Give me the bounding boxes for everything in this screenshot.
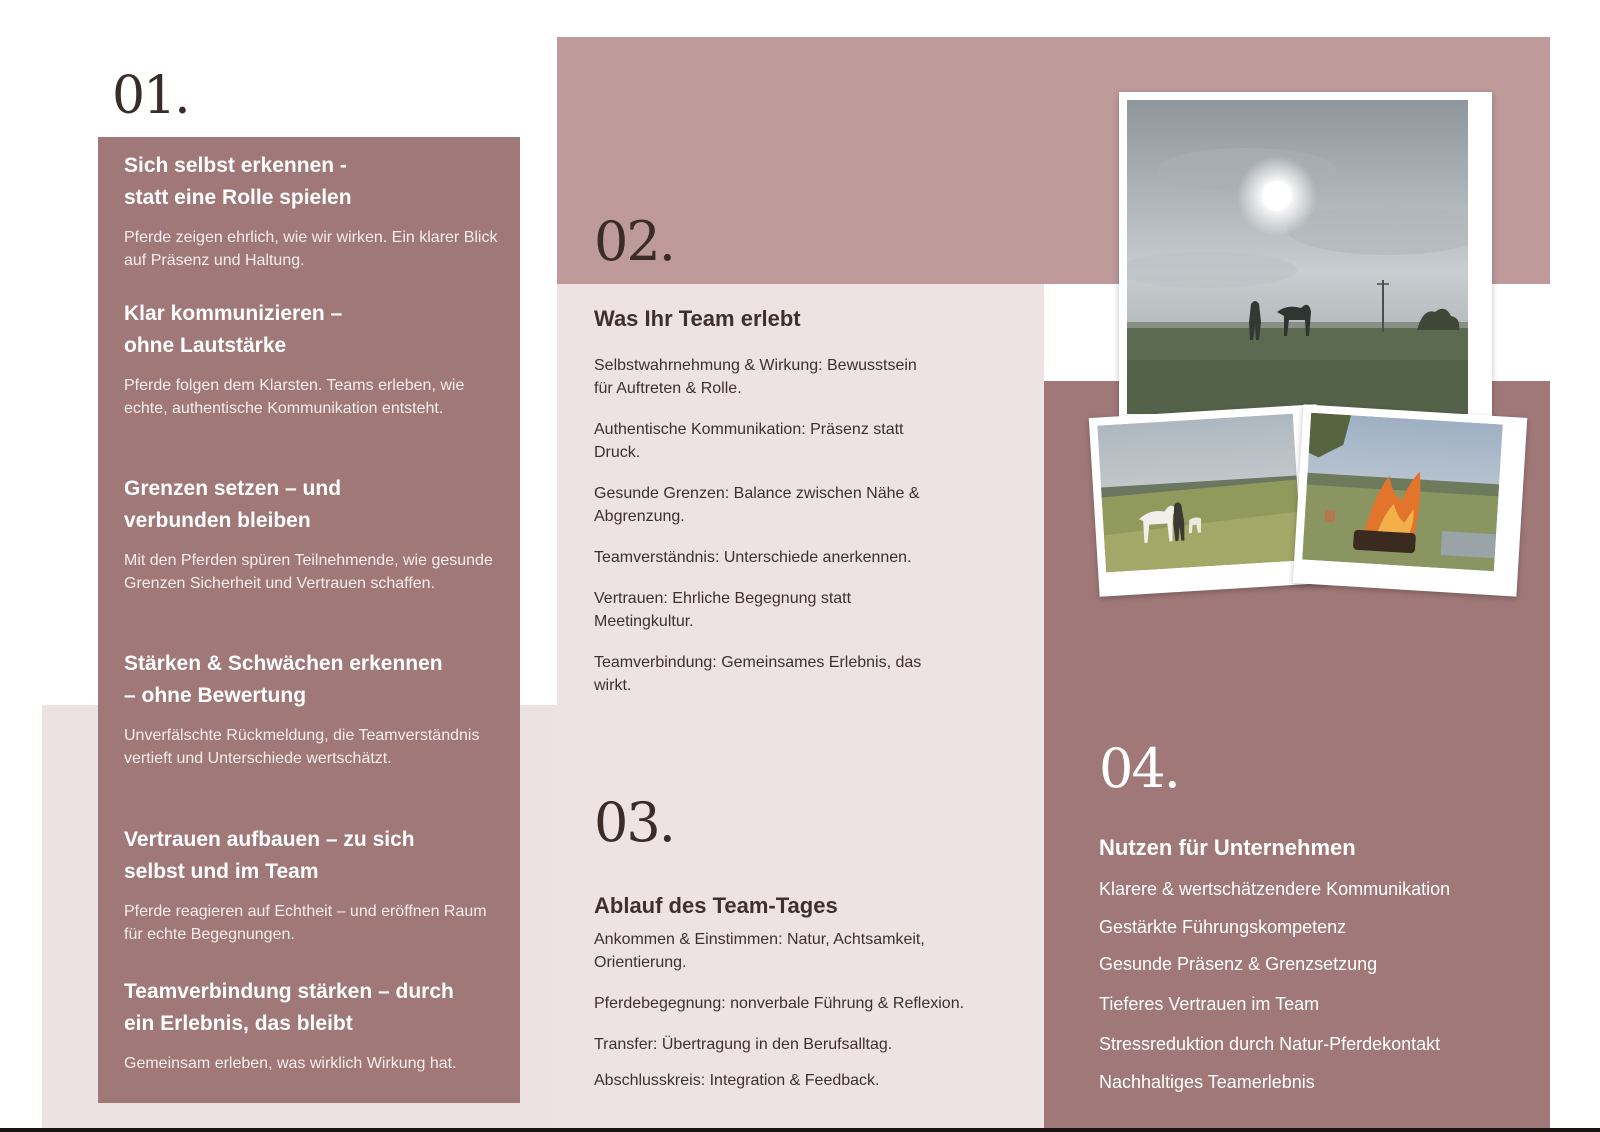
section-01-item (124, 648, 504, 824)
list-item: Nachhaltiges Teamerlebnis (1099, 1072, 1315, 1092)
item-heading: Sich selbst erkennen - statt eine Rolle spielen (124, 154, 352, 209)
item-heading: Teamverbindung stärken – durch ein Erlebnis, das bleibt (124, 980, 454, 1035)
item-heading: Grenzen setzen – und verbunden bleiben (124, 477, 342, 532)
list-item: Transfer: Übertragung in den Berufsalltag. (594, 1036, 893, 1053)
section-01-item (124, 150, 504, 298)
item-text: Pferde reagieren auf Echtheit – und eröffnen Raum für echte Begegnungen. (124, 903, 487, 943)
section-03-list (594, 928, 1014, 1092)
item-text: Pferde zeigen ehrlich, wie wir wirken. Ein klarer Blick auf Präsenz und Haltung. (124, 229, 498, 269)
list-item: Stressreduktion durch Natur-Pferdekontakt (1099, 1034, 1441, 1054)
section-number-03: 03. (594, 791, 674, 854)
section-number-02: 02. (594, 210, 674, 273)
section-01-item (124, 824, 504, 976)
list-item: Pferdebegegnung: nonverbale Führung & Reflexion. (594, 995, 965, 1012)
list-item: Authentische Kommunikation: Präsenz statt Druck. (594, 421, 904, 461)
list-item: Gesunde Grenzen: Balance zwischen Nähe & Abgrenzung. (594, 485, 920, 525)
item-heading: Klar kommunizieren – ohne Lautstärke (124, 302, 343, 357)
photo-horse-meadow-sun (1119, 92, 1492, 438)
section-04-list (1099, 876, 1519, 1095)
section-number-01: 01. (112, 66, 189, 126)
list-item: Abschlusskreis: Integration & Feedback. (594, 1072, 880, 1089)
photo-image (1302, 413, 1503, 571)
list-item: Teamverbindung: Gemeinsames Erlebnis, das wirkt. (594, 654, 922, 694)
photo-campfire (1293, 404, 1528, 596)
section-02-list (594, 354, 934, 715)
item-text: Pferde folgen dem Klarsten. Teams erleben, wie echte, authentische Kommunikation entsteht. (124, 377, 465, 417)
list-item: Vertrauen: Ehrliche Begegnung statt Meetingkultur. (594, 590, 852, 630)
list-item: Teamverständnis: Unterschiede anerkennen. (594, 549, 912, 566)
item-heading: Stärken & Schwächen erkennen – ohne Bewertung (124, 652, 443, 707)
section-02-title: Was Ihr Team erlebt (594, 306, 801, 331)
item-text: Unverfälschte Rückmeldung, die Teamverständnis vertieft und Unterschiede wertschätzt. (124, 727, 480, 767)
photo-horses-field (1089, 404, 1328, 597)
photo-image (1127, 100, 1468, 414)
item-text: Gemeinsam erleben, was wirklich Wirkung hat. (124, 1055, 457, 1072)
section-04-title: Nutzen für Unternehmen (1099, 835, 1356, 860)
photo-image (1097, 414, 1302, 573)
list-item: Gestärkte Führungskompetenz (1099, 917, 1347, 937)
list-item: Selbstwahrnehmung & Wirkung: Bewusstsein für Auftreten & Rolle. (594, 357, 917, 397)
section-01-list (124, 150, 504, 1075)
list-item: Ankommen & Einstimmen: Natur, Achtsamkeit, Orientierung. (594, 931, 925, 971)
section-01-item (124, 976, 504, 1075)
list-item: Klarere & wertschätzendere Kommunikation (1099, 879, 1451, 899)
item-heading: Vertrauen aufbauen – zu sich selbst und im Team (124, 828, 415, 883)
list-item: Tieferes Vertrauen im Team (1099, 994, 1320, 1014)
item-text: Mit den Pferden spüren Teilnehmende, wie gesunde Grenzen Sicherheit und Vertrauen schaffen. (124, 552, 493, 592)
section-number-04: 04. (1099, 737, 1179, 800)
section-03-title: Ablauf des Team-Tages (594, 893, 838, 918)
bottom-border (0, 1128, 1600, 1132)
section-01-item (124, 473, 504, 648)
list-item: Gesunde Präsenz & Grenzsetzung (1099, 954, 1378, 974)
section-01-item (124, 298, 504, 473)
